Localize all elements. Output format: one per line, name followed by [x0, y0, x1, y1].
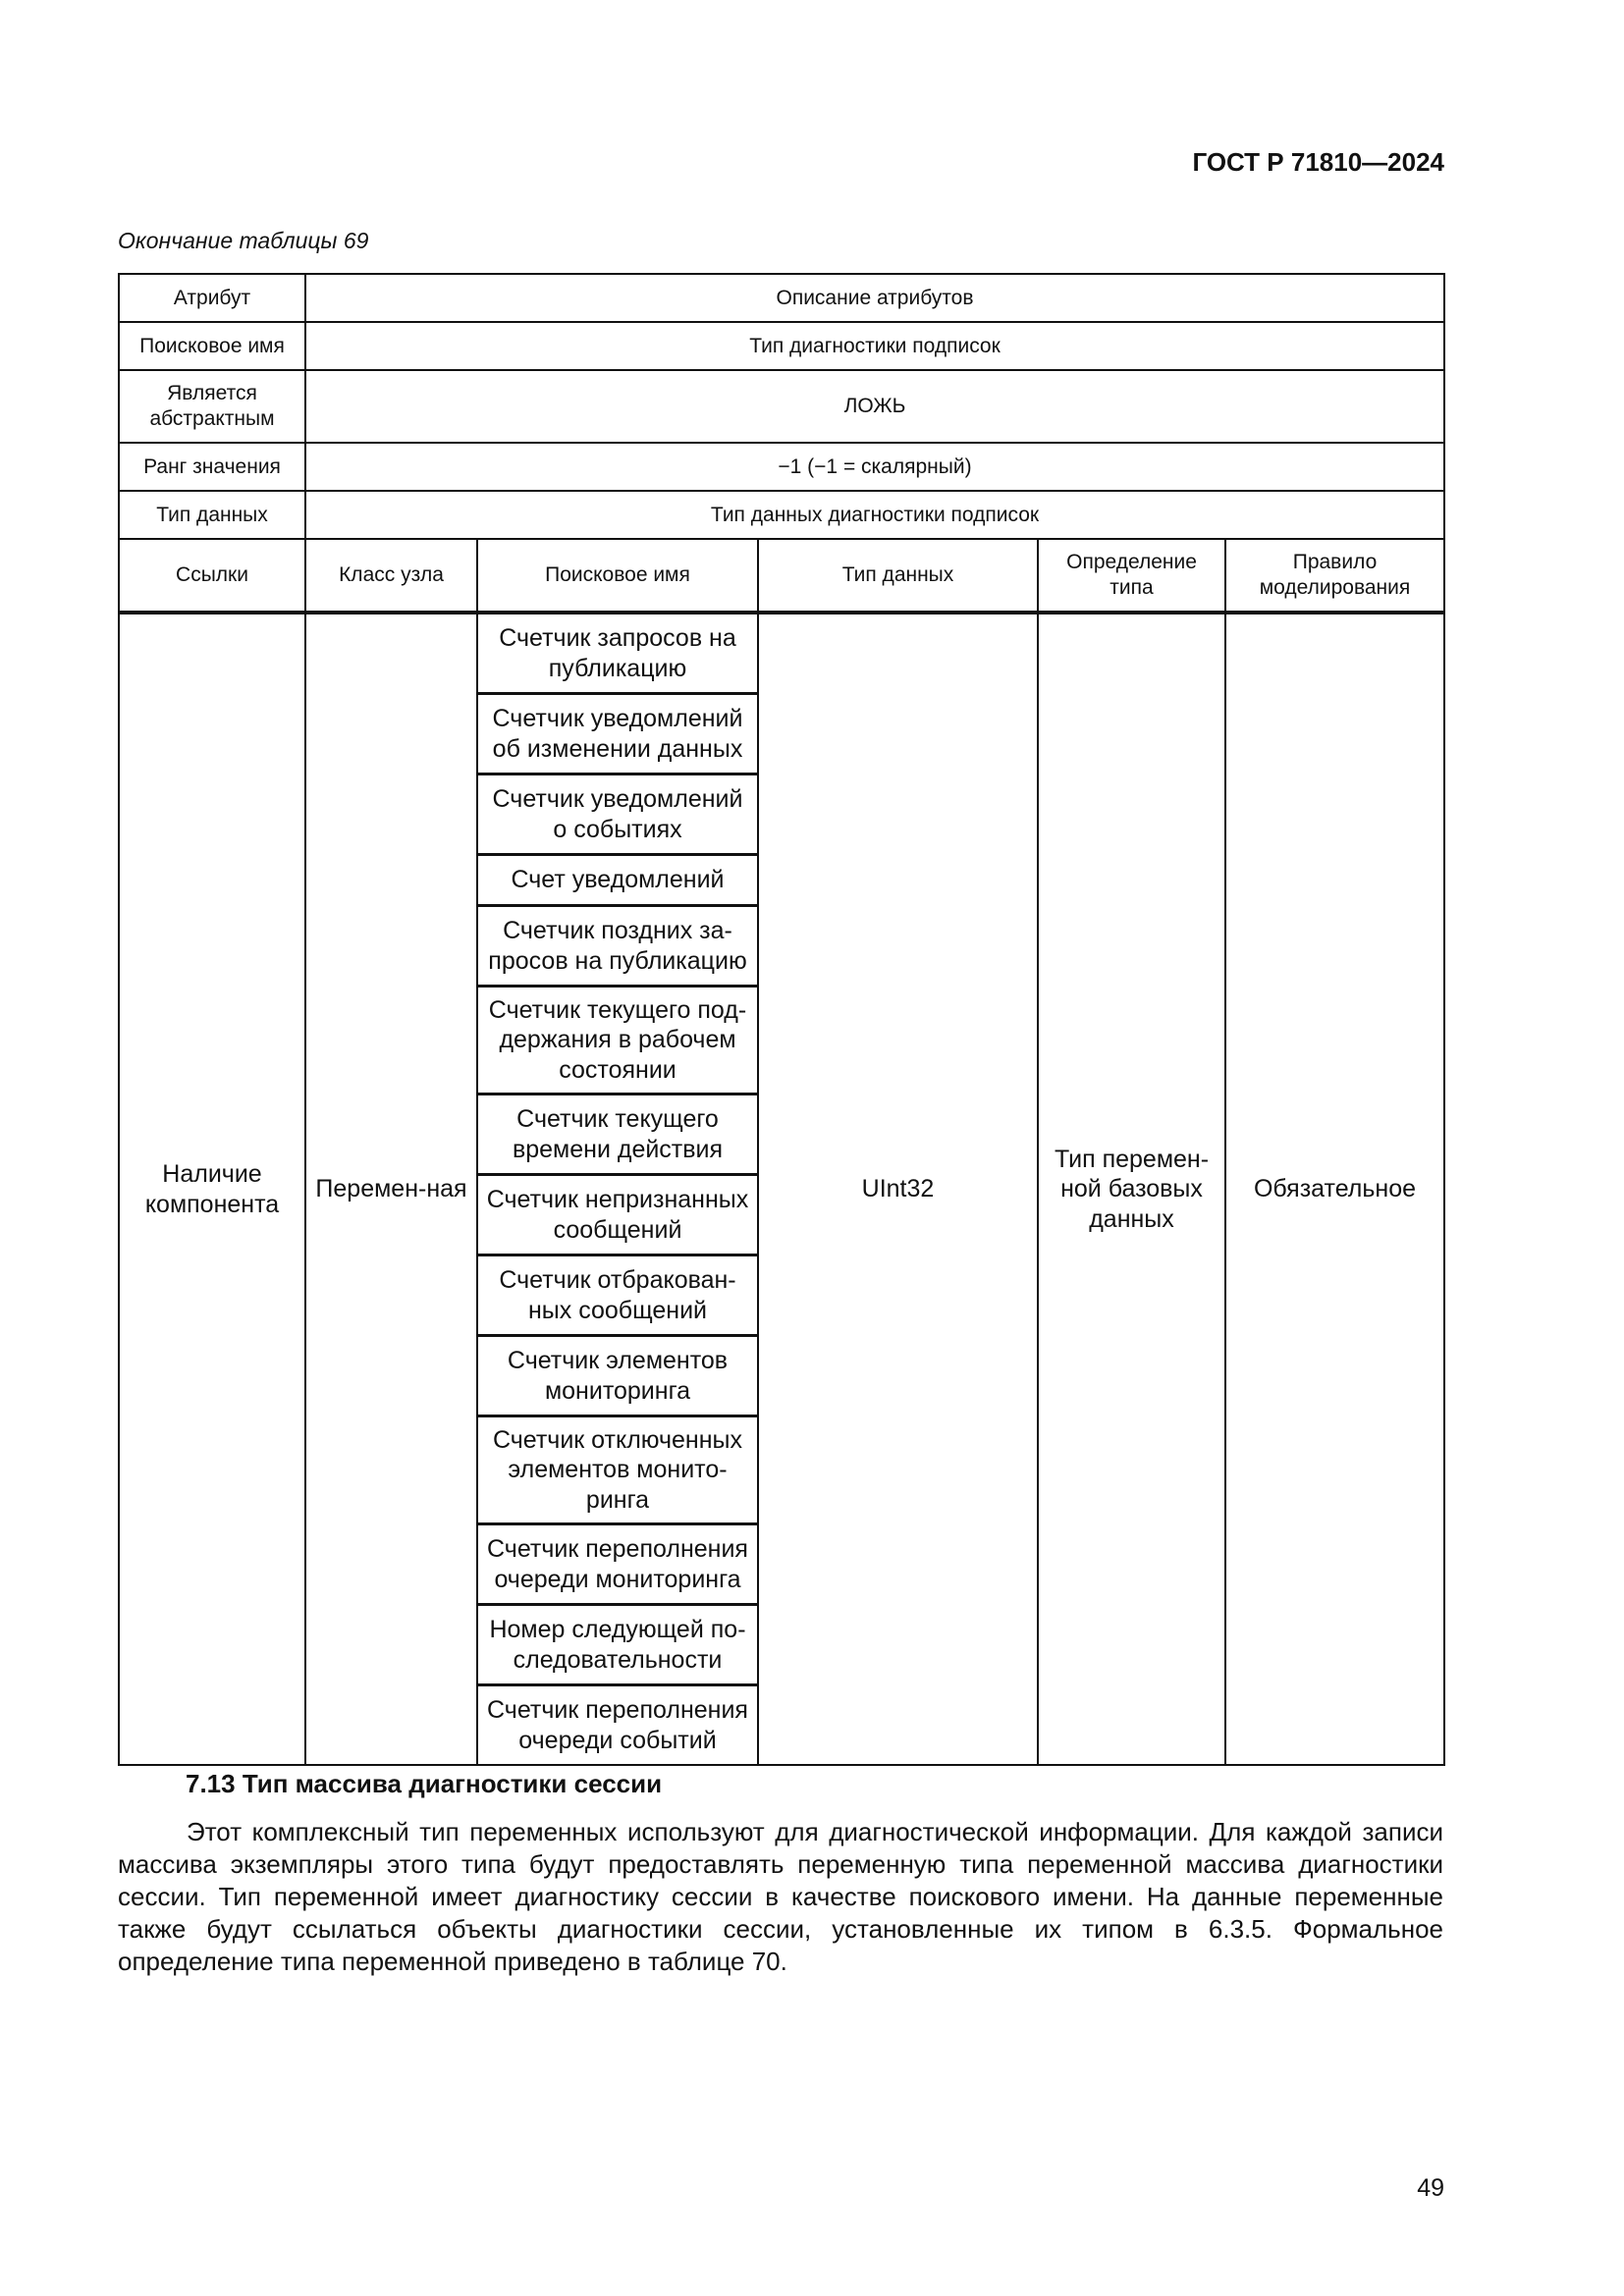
document-standard-number: ГОСТ Р 71810—2024 — [1192, 147, 1444, 177]
modelling-rule-cell: Обязательное — [1225, 613, 1444, 1765]
column-header-node-class: Класс узла — [305, 539, 477, 613]
attr-name-cell: Поисковое имя — [119, 322, 305, 370]
attr-value-cell: ЛОЖЬ — [305, 370, 1444, 443]
browse-name-item: Счетчик отбракован-ных сообщений — [478, 1255, 757, 1336]
section-paragraph: Этот комплексный тип переменных используют для диагностической информации. Для каждой записи массива экземпляры этого типа будут предоставлять переменную типа переменной массива диагностики сессии. Тип переменной имеет диагностику сессии в качестве поискового имени. На данные переменные также будут ссылаться объекты диагностики сессии, установленные их типом в 6.3.5. Формальное определение типа переменной приведено в таблице 70. — [118, 1817, 1443, 1976]
description-header-cell: Описание атрибутов — [305, 274, 1444, 322]
browse-name-item: Счетчик поздних за-просов на публикацию — [478, 906, 757, 987]
browse-name-item: Счетчик уведомлений о событиях — [478, 774, 757, 855]
column-header-modelling-rule: Правило моделирования — [1225, 539, 1444, 613]
column-header-browse-name: Поисковое имя — [477, 539, 758, 613]
browse-name-item: Счетчик запросов на публикацию — [478, 614, 757, 694]
column-header-type-definition: Определение типа — [1038, 539, 1225, 613]
browse-names-cell — [477, 613, 758, 1765]
attributes-table — [118, 273, 1445, 1766]
attr-header-cell: Атрибут — [119, 274, 305, 322]
node-class-cell: Перемен-ная — [305, 613, 477, 1765]
browse-name-item: Счетчик текущего времени действия — [478, 1095, 757, 1175]
table-row — [119, 613, 1444, 1765]
attr-value-cell: Тип данных диагностики подписок — [305, 491, 1444, 539]
browse-name-item: Счетчик переполнения очереди событий — [487, 1696, 748, 1754]
browse-names-list — [478, 614, 757, 1764]
browse-name-item: Номер следующей по-следовательности — [478, 1605, 757, 1685]
column-header-data-type: Тип данных — [758, 539, 1038, 613]
browse-name-item: Счет уведомлений — [478, 855, 757, 906]
attr-name-cell: Ранг значения — [119, 443, 305, 491]
attr-value-cell: −1 (−1 = скалярный) — [305, 443, 1444, 491]
table-caption: Окончание таблицы 69 — [118, 228, 369, 253]
browse-name-item: Счетчик непризнанных сообщений — [478, 1175, 757, 1255]
column-header-references: Ссылки — [119, 539, 305, 613]
data-type-cell: UInt32 — [758, 613, 1038, 1765]
browse-name-item: Счетчик уведомлений об изменении данных — [478, 694, 757, 774]
attr-name-cell: Тип данных — [119, 491, 305, 539]
browse-name-item: Счетчик отключенных элементов монито-ринга — [478, 1416, 757, 1524]
attr-name-cell: Является абстрактным — [119, 370, 305, 443]
reference-cell: Наличие компонента — [119, 613, 305, 1765]
page-number: 49 — [1417, 2174, 1444, 2202]
section-heading: 7.13 Тип массива диагностики сессии — [186, 1769, 663, 1798]
type-definition-cell: Тип перемен-ной базовых данных — [1038, 613, 1225, 1765]
attr-value-cell: Тип диагностики подписок — [305, 322, 1444, 370]
browse-name-item: Счетчик переполнения очереди мониторинга — [478, 1524, 757, 1605]
browse-name-item: Счетчик текущего под-держания в рабочем состоянии — [478, 987, 757, 1095]
browse-name-item: Счетчик элементов мониторинга — [478, 1336, 757, 1416]
